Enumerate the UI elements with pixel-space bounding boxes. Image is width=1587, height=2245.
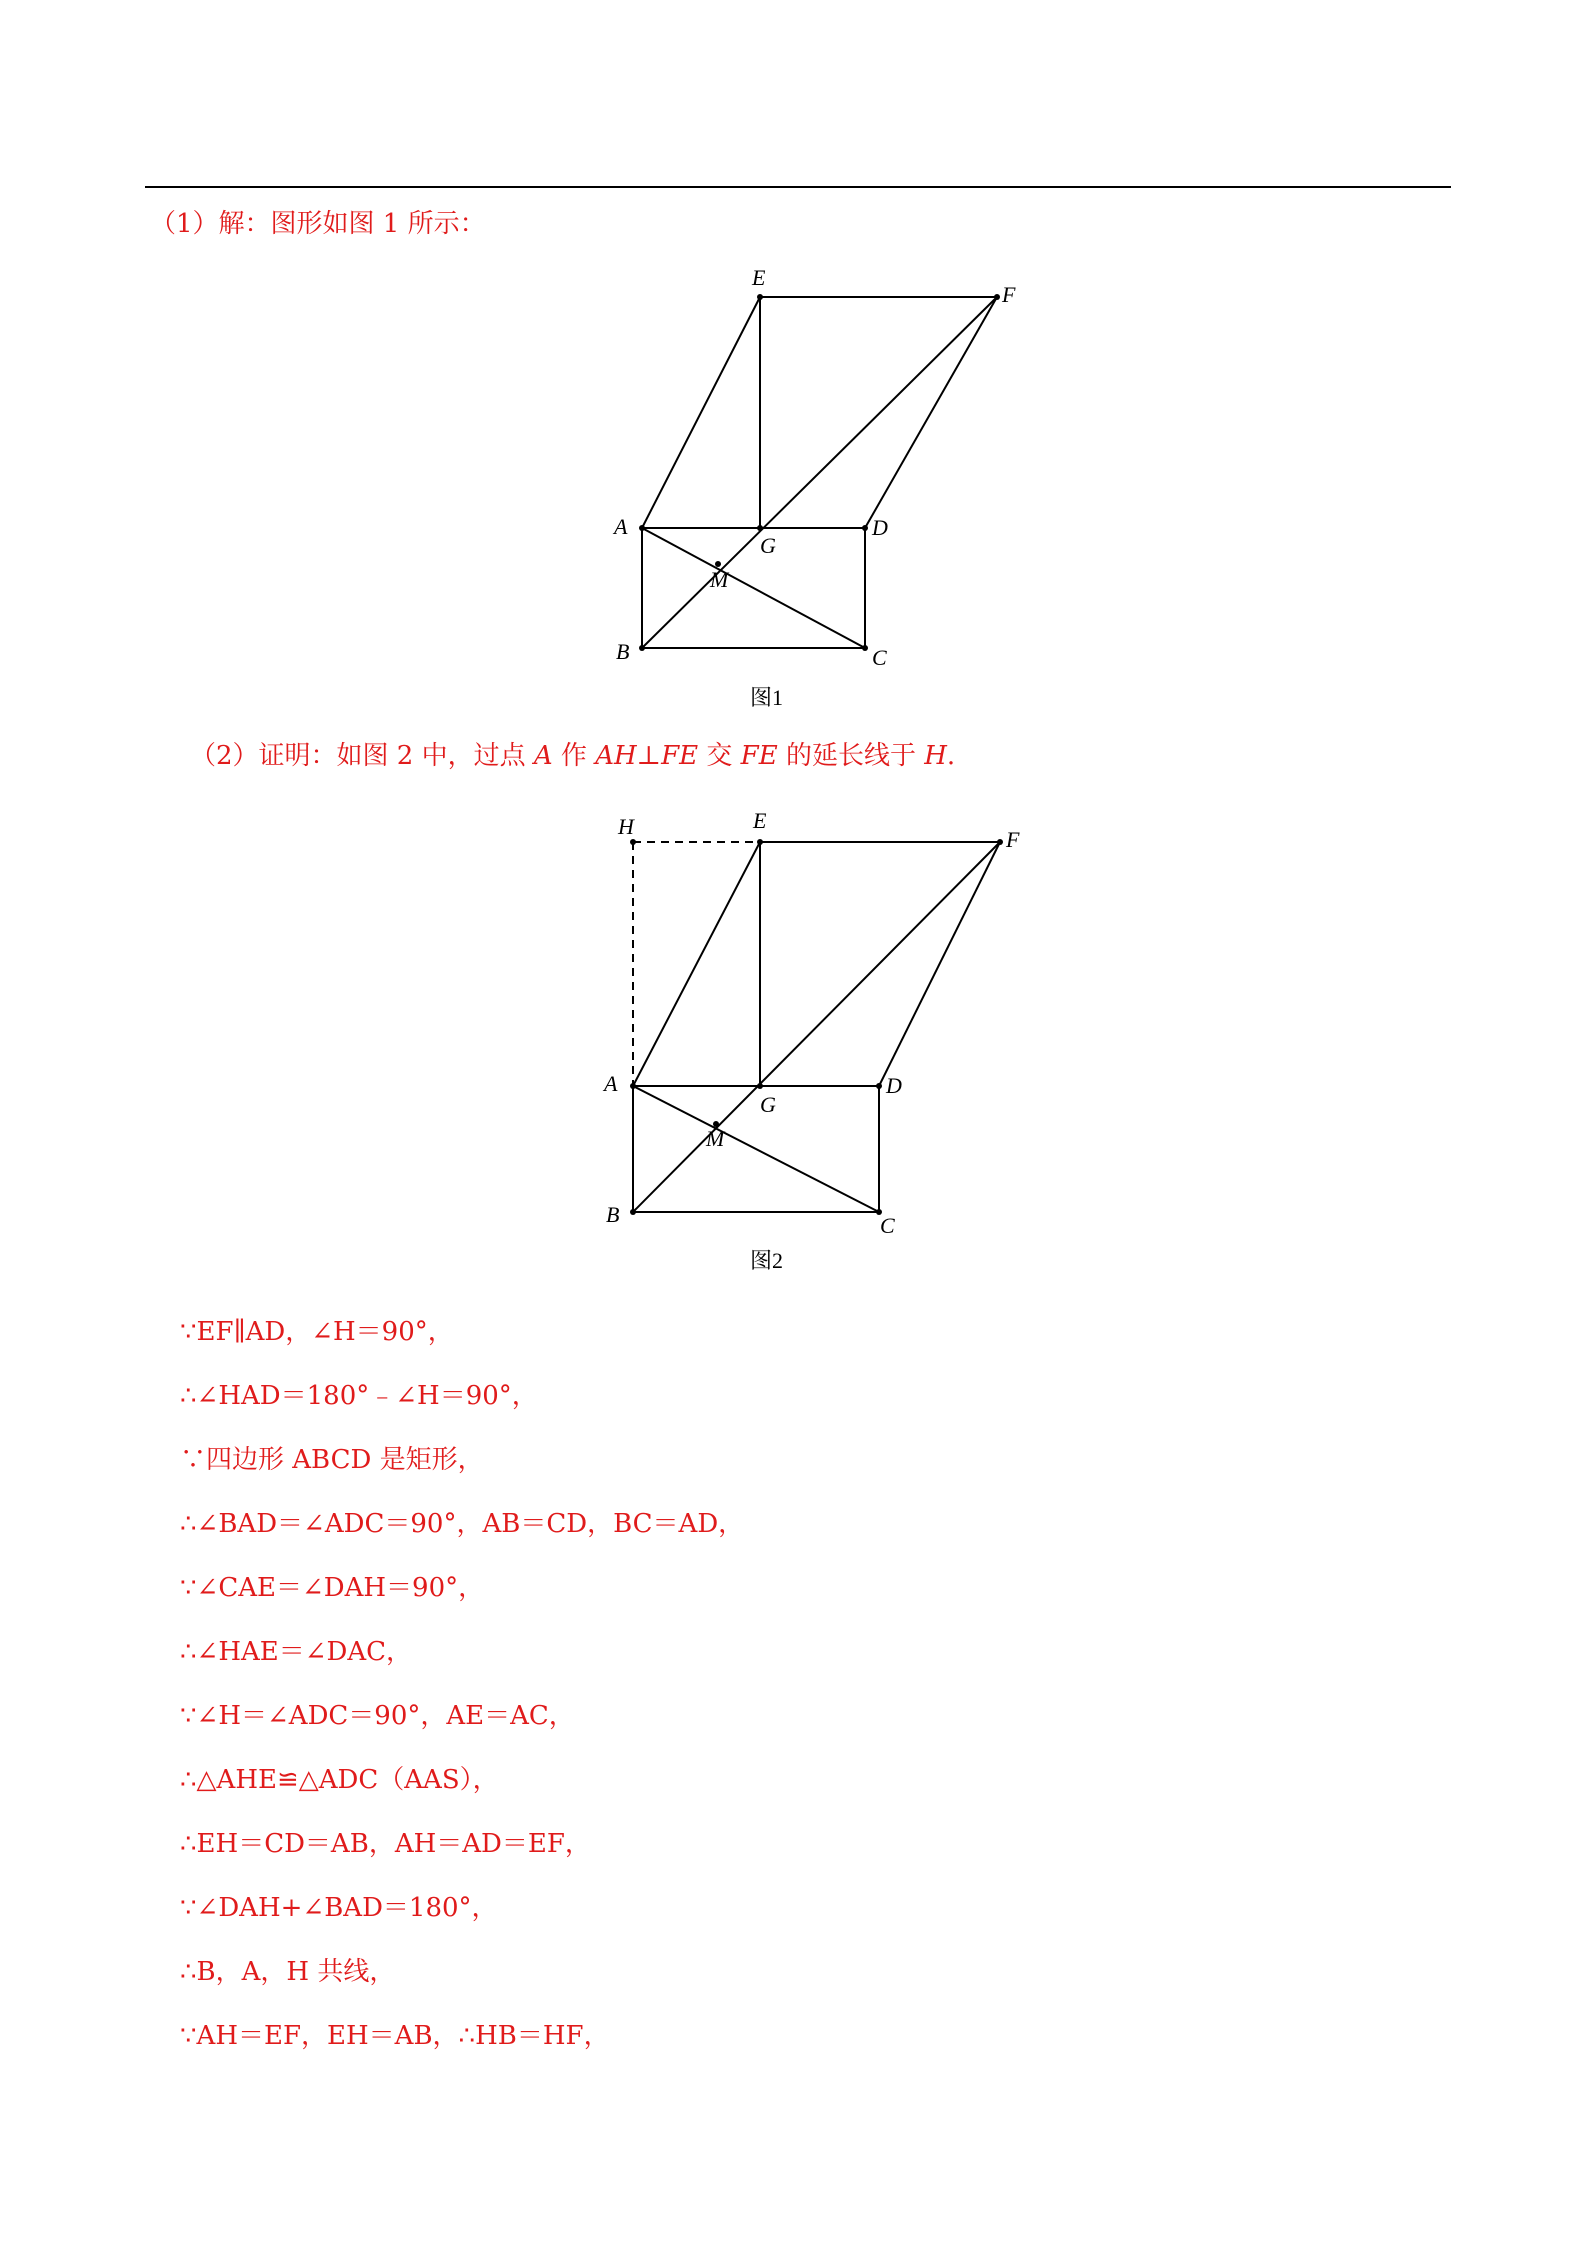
part2-text: （2）证明：如图 2 中，过点 A 作 AH⊥FE 交 FE 的延长线于 H. bbox=[190, 741, 956, 771]
proof-line-7: ∵∠H＝∠ADC＝90°，AE＝AC， bbox=[180, 1701, 575, 1731]
figure-2 bbox=[590, 800, 1070, 1280]
fig1-label-A: A bbox=[614, 514, 628, 539]
fig1-label-B: B bbox=[616, 639, 630, 664]
fig1-label-C: C bbox=[872, 645, 887, 670]
proof-line-6: ∴∠HAE＝∠DAC， bbox=[180, 1637, 413, 1667]
fig2-label-C: C bbox=[880, 1213, 895, 1238]
proof-line-10: ∵∠DAH+∠BAD＝180°， bbox=[180, 1893, 498, 1923]
fig1-label-D: D bbox=[872, 515, 888, 540]
fig1-label-M: M bbox=[710, 567, 729, 592]
part1-text: （1）解：图形如图 1 所示： bbox=[150, 209, 486, 239]
fig1-caption: 图1 bbox=[750, 685, 784, 710]
proof-line-12: ∵AH＝EF，EH＝AB，∴HB＝HF， bbox=[180, 2021, 610, 2051]
fig2-label-M: M bbox=[706, 1126, 725, 1151]
fig2-label-H: H bbox=[618, 814, 634, 839]
fig2-label-B: B bbox=[606, 1202, 620, 1227]
fig1-label-E: E bbox=[752, 265, 766, 290]
fig2-label-A: A bbox=[604, 1071, 618, 1096]
fig2-label-G: G bbox=[760, 1092, 776, 1117]
proof-line-2: ∴∠HAD＝180°﹣∠H＝90°， bbox=[180, 1381, 538, 1411]
header-rule bbox=[145, 186, 1451, 188]
proof-line-1: ∵EF∥AD，∠H＝90°， bbox=[180, 1317, 454, 1347]
proof-line-11: ∴B，A，H 共线， bbox=[180, 1957, 396, 1987]
fig2-label-D: D bbox=[886, 1073, 902, 1098]
fig2-label-F: F bbox=[1006, 827, 1020, 852]
proof-line-3: ∵四边形 ABCD 是矩形， bbox=[180, 1445, 484, 1475]
proof-line-9: ∴EH＝CD＝AB，AH＝AD＝EF， bbox=[180, 1829, 591, 1859]
fig2-label-E: E bbox=[753, 808, 767, 833]
proof-line-8: ∴△AHE≌△ADC（AAS）， bbox=[180, 1765, 499, 1795]
fig2-caption: 图2 bbox=[750, 1248, 784, 1273]
proof-line-5: ∵∠CAE＝∠DAH＝90°， bbox=[180, 1573, 485, 1603]
figure-1 bbox=[600, 255, 1060, 715]
fig1-label-F: F bbox=[1002, 282, 1016, 307]
proof-line-4: ∴∠BAD＝∠ADC＝90°，AB＝CD，BC＝AD， bbox=[180, 1509, 745, 1539]
fig1-label-G: G bbox=[760, 533, 776, 558]
